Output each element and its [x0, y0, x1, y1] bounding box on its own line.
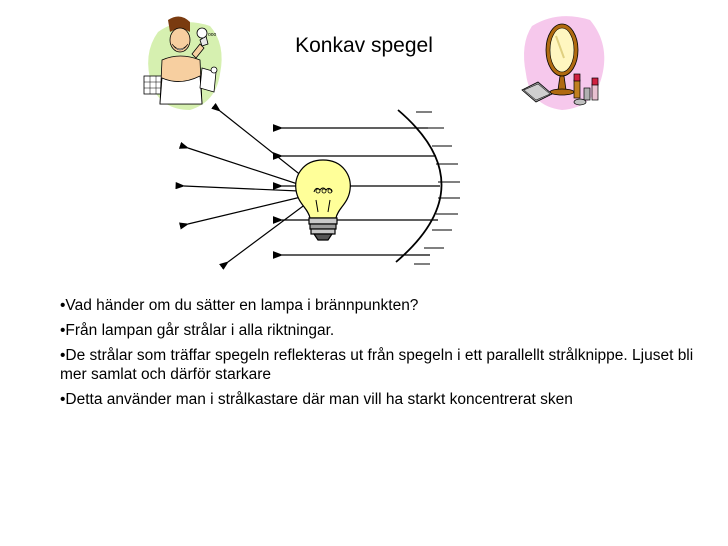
mirror-hatching [414, 112, 460, 264]
bullet-item: •De strålar som träffar spegeln reflekteras ut från spegeln i ett parallellt strålknippe. Ljuset bli mer samlat och därför starkare [60, 347, 694, 383]
bullet-list [60, 296, 700, 415]
bullet-item: •Från lampan går strålar i alla riktningar. [60, 322, 335, 339]
bullet-item: •Vad händer om du sätter en lampa i brännpunkten? [60, 297, 419, 314]
bullet-item: •Detta använder man i strålkastare där man vill ha starkt koncentrerat sken [60, 391, 573, 408]
svg-text:ooo: ooo [208, 32, 217, 38]
light-bulb [296, 160, 351, 240]
slide-title: Konkav spegel [295, 34, 433, 57]
